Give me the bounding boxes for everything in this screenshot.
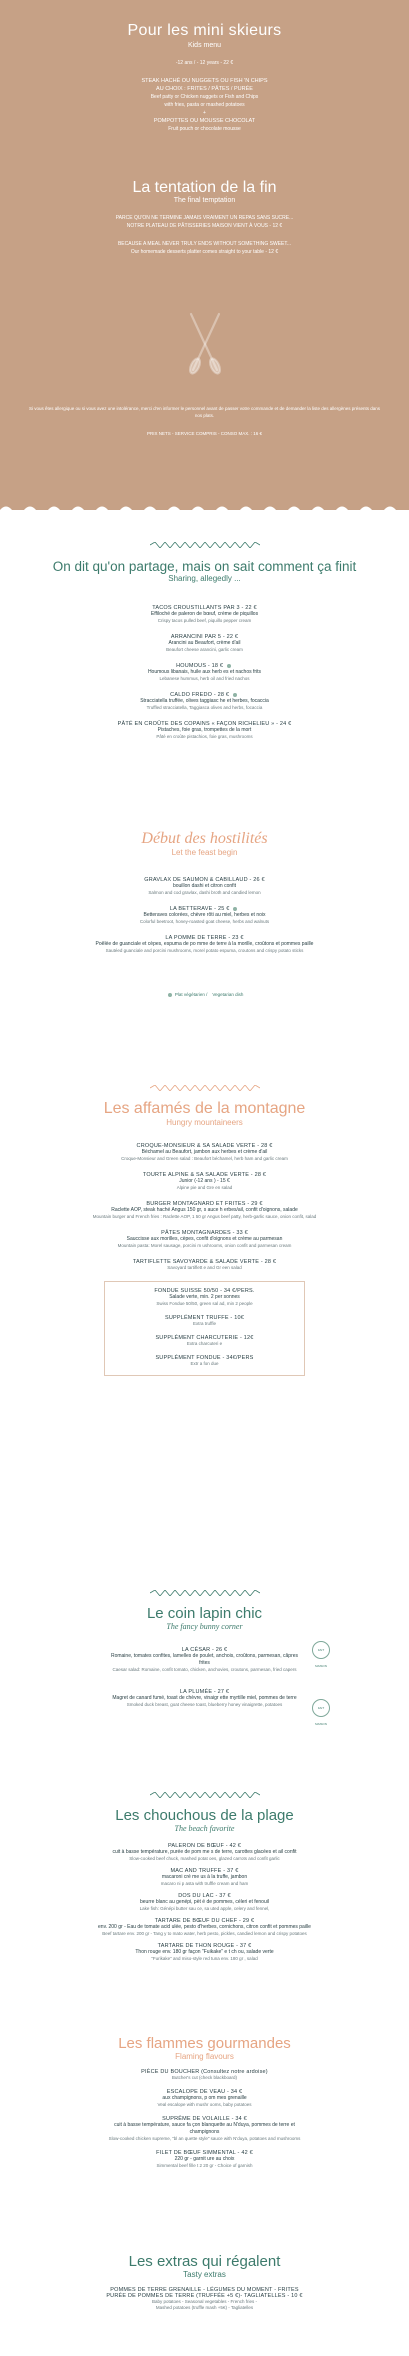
supplement-item: SUPPLÉMENT FONDUE - 34€/PERS Extr a fon due	[155, 1355, 254, 1366]
kids-line: STEAK HACHÉ OU NUGGETS OU FISH 'N CHIPS	[141, 78, 268, 84]
item-name: MAC AND TRUFFE - 37 €	[170, 1868, 239, 1874]
item-en: Butcher's cut (check blackboard)	[171, 2075, 238, 2080]
kids-line: Fruit pouch or chocolate mousse	[168, 126, 241, 132]
item-name: SUPRÊME DE VOLAILLE - 34 €	[162, 2116, 247, 2122]
vegetarian-icon	[233, 907, 237, 911]
menu-item	[0, 1230, 409, 1249]
flames-title: Les flammes gourmandes	[118, 2035, 291, 2052]
item-en: Salmon and cod gravlax, dashi broth and candied lemon	[148, 890, 261, 895]
starters-section	[0, 830, 409, 997]
zigzag-ornament	[150, 1792, 260, 1798]
beach-title: Les chouchous de la plage	[115, 1807, 294, 1824]
item-name: PÂTÉ EN CROÛTE DES COPAINS « FAÇON RICHELIEU » - 24 €	[117, 721, 292, 727]
sharing-section	[0, 535, 409, 740]
item-name: BURGER MONTAGNARD ET FRITES - 29 €	[146, 1201, 263, 1207]
item-en: Swiss Fondue 50/50, green sal ad, min 2 people	[156, 1301, 253, 1306]
homemade-badge: FAIT MAISON	[312, 1641, 330, 1659]
item-name: FONDUE SUISSE 50/50 - 34 €/PERS.	[154, 1288, 255, 1294]
menu-item	[0, 634, 409, 653]
extras-line: Baby potatoes - Seasonal vegetables - French fries -	[151, 2299, 258, 2304]
item-desc: Pistaches, foie gras, trompettes de la mort	[157, 727, 252, 733]
kids-line: POMPOTTES OU MOUSSE CHOCOLAT	[153, 118, 256, 124]
kids-line: AU CHOIX : FRITES / PÂTES / PURÉE	[156, 86, 253, 92]
kids-line: with fries, pasta or mashed potatoes	[164, 102, 245, 108]
item-name: LA CÉSAR - 26 €	[181, 1647, 228, 1653]
beach-subtitle: The beach favorite	[174, 1824, 235, 1833]
extras-line: POMMES DE TERRE GRENAILLE - LÉGUMES DU MOMENT - FRITES	[110, 2287, 299, 2293]
dessert-line: BECAUSE A MEAL NEVER TRULY ENDS WITHOUT SOMETHING SWEET...	[117, 241, 292, 247]
mountain-title: Les affamés de la montagne	[103, 1100, 306, 1117]
menu-item	[0, 877, 409, 896]
kids-dessert-panel	[0, 0, 409, 510]
item-name: DOS DU LAC - 37 €	[178, 1893, 231, 1899]
item-en: Crispy tacos pulled beef, piquillo pepper cream	[157, 618, 252, 623]
item-en: Beef tartare env. 200 gr - Tang y to mato water, herb pesto, pickles, candied lemon and crispy potatoes	[102, 1931, 307, 1936]
item-en: Mountain burger and French fries : Raclette AOP, 1 50 gr Angus beef patty, herb-garlic sauce, onion confit, salad	[92, 1214, 317, 1219]
dessert-line: Our homemade desserts platter comes straight to your table - 12 €	[130, 249, 279, 255]
item-desc: env. 200 gr - Eau de tomate acid ulée, pesto d'herbes, cornichons, citron confit et pommes paille	[98, 1924, 311, 1930]
item-desc: Betteraves colorées, chèvre rôti au miel, herbes et noix	[143, 912, 266, 918]
item-en: Beaufort cheese arancini, garlic cream	[166, 647, 243, 652]
menu-item	[0, 1893, 409, 1912]
crossed-oars-icon	[185, 308, 225, 378]
item-name: ESCALOPE DE VEAU - 34 €	[166, 2089, 243, 2095]
kids-title: Pour les mini skieurs	[127, 22, 282, 39]
menu-item	[0, 1843, 409, 1862]
vegetarian-icon	[168, 993, 172, 997]
mountain-subtitle: Hungry mountaineers	[166, 1118, 243, 1127]
extras-line: Mashed potatoes (truffle mash +5€) - Tagliatelles	[155, 2305, 254, 2310]
item-desc: aux champignons, p om mes grenaille	[162, 2095, 247, 2101]
item-name: LA PLUMÉE - 27 €	[179, 1689, 230, 1695]
menu-item	[0, 2150, 409, 2169]
item-name: HOUMOUS - 18 €	[176, 663, 224, 669]
allergen-note: Si vous êtes allergique ou si vous avez une intolérance, merci d'en informer le personnel avant de passer votre commande et de demander la liste des allergènes présents dans nos plats.	[28, 406, 381, 418]
item-en: Croque-Monsieur and Green salad : Beaufort béchamel, herb ham and garlic cream	[121, 1156, 288, 1161]
item-name: CALDO FREDO - 28 €	[170, 692, 230, 698]
menu-item	[0, 2089, 409, 2108]
menu-item	[0, 1259, 409, 1271]
item-name: PÂTES MONTAGNARDES - 33 €	[161, 1230, 248, 1236]
item-en: Pâté en croûte pistachios, foie gras, mushrooms	[156, 734, 253, 739]
item-desc: Béchamel au Beaufort, jambon aux herbes et crème d'ail	[141, 1149, 268, 1155]
item-en: Caesar salad: Romaine, confit tomato, chicken, anchovies, croutons, parmesan, fried capers	[112, 1667, 297, 1672]
flames-subtitle: Flaming flavours	[175, 2052, 234, 2061]
menu-item	[0, 721, 409, 740]
item-desc: beurre blanc au genépi, pèt é de pommes, céleri et fenouil	[140, 1899, 269, 1905]
item-name: TACOS CROUSTILLANTS PAR 3 - 22 €	[152, 605, 257, 611]
item-desc: Romaine, tomates confites, lamelles de poulet, anchois, croûtons, parmesan, câpres frites	[110, 1653, 299, 1666]
item-en: Colorful beetroot, honey-roasted goat cheese, herbs and walnuts	[139, 919, 270, 924]
dessert-title: La tentation de la fin	[132, 179, 277, 196]
menu-item	[0, 1172, 409, 1191]
menu-item	[110, 1689, 299, 1708]
item-name: ARRANCINI PAR 5 - 22 €	[170, 634, 239, 640]
extras-subtitle: Tasty extras	[183, 2270, 226, 2279]
dessert-subtitle: The final temptation	[173, 197, 236, 204]
item-name: TARTIFLETTE SAVOYARDE & SALADE VERTE - 28 €	[132, 1259, 277, 1265]
menu-item	[110, 1647, 299, 1673]
menu-item	[0, 1201, 409, 1220]
item-desc: Magret de canard fumé, toast de chèvre, vinaigr ette myrtille miel, pommes de terre	[112, 1695, 297, 1701]
item-desc: Arancini au Beaufort, crème d'ail	[168, 640, 241, 646]
sharing-subtitle: Sharing, allegedly ...	[168, 574, 241, 583]
menu-item	[0, 935, 409, 954]
menu-item	[0, 663, 409, 682]
item-name: PALERON DE BŒUF - 42 €	[167, 1843, 242, 1849]
item-name: TARTARE DE THON ROUGE - 37 €	[157, 1943, 252, 1949]
item-desc: Thon rouge env. 180 gr façon "Fuikake" e t ch ou, salade verte	[135, 1949, 274, 1955]
item-name: PIÈCE DU BOUCHER (Consultez notre ardoise)	[141, 2069, 268, 2075]
item-en: Slow-cooked beef chuck, mashed potat oes, glazed carrots and confit garlic	[129, 1856, 280, 1861]
menu-item	[0, 906, 409, 925]
item-en: Truffled stracciatella, Taggiasca olives and herbs, focaccia	[146, 705, 263, 710]
menu-item	[0, 605, 409, 624]
kids-line: -12 ans / - 12 years - 22 €	[175, 60, 234, 66]
vegetarian-legend: Plat végétarien / Vegetarian dish	[0, 992, 409, 997]
item-desc: Poêlée de guanciale et cèpes, espuma de po mme de terre à la morille, croûtons et pommes paille	[95, 941, 314, 947]
menu-item	[0, 1943, 409, 1962]
homemade-badge: FAIT MAISON	[312, 1699, 330, 1717]
vegetarian-icon	[233, 693, 237, 697]
chic-subtitle: The fancy bunny corner	[166, 1622, 243, 1631]
menu-item	[0, 1143, 409, 1162]
item-en: Alpine pie and Gre en salad	[176, 1185, 233, 1190]
extras-line: PURÉE DE POMMES DE TERRE (TRUFFÉE +5 €)- TAGLIATELLES - 10 €	[106, 2293, 303, 2299]
item-name: TOURTE ALPINE & SA SALADE VERTE - 28 €	[142, 1172, 267, 1178]
item-desc: Junior (-12 ans ) - 15 €	[179, 1178, 230, 1184]
vegetarian-icon	[227, 664, 231, 668]
wavy-divider	[0, 503, 409, 517]
item-en: "Furikake" and miso-style red tuna env. 180 gr , salad	[151, 1956, 258, 1961]
item-name: FILET DE BŒUF SIMMENTAL - 42 €	[156, 2150, 253, 2156]
item-desc: Salade verte, min. 2 per sonnes	[169, 1294, 240, 1300]
item-en: macaro ni p asta with truffle cream and ham	[160, 1881, 249, 1886]
item-desc: cuit à basse température, purée de pom me s de terre, carottes glacées et ail confit	[112, 1849, 297, 1855]
chic-section	[0, 1583, 409, 1726]
fondue-box	[104, 1281, 305, 1376]
extras-title: Les extras qui régalent	[128, 2253, 281, 2270]
starters-subtitle: Let the feast begin	[171, 848, 238, 857]
mountain-section	[0, 1078, 409, 1376]
item-en: Lebanese hummus, herb oil and fried nachos	[159, 676, 250, 681]
item-en: Smoked duck breast, goat cheese toast, blueberry honey vinaigrette, potatoes	[126, 1702, 283, 1707]
dessert-line: PARCE QU'ON NE TERMINE JAMAIS VRAIMENT UN REPAS SANS SUCRE...	[115, 215, 294, 221]
sharing-title: On dit qu'on partage, mais on sait comment ça finit	[52, 559, 357, 574]
dessert-line: NOTRE PLATEAU DE PÂTISSERIES MAISON VIENT À VOUS - 12 €	[126, 223, 283, 229]
item-en: Lake fish: Génépi butter sau ce, sa uted apple, celery and fennel,	[139, 1906, 270, 1911]
kids-line: Beef patty or Chicken nuggets or Fish and Chips	[150, 94, 259, 100]
item-en: Sautéed guanciale and porcini mushrooms, morel potato espuma, croutons and crispy potato sticks	[105, 948, 304, 953]
item-desc: 220 gr - garnit ure au choix	[174, 2156, 235, 2162]
item-name: TARTARE DE BŒUF DU CHEF - 29 €	[154, 1918, 255, 1924]
chic-title: Le coin lapin chic	[146, 1605, 263, 1622]
item-en: Mountain pasta: Morel sausage, porcini m ushrooms, onion confit and parmesan cream	[117, 1243, 292, 1248]
price-note: PRIX NETS - SERVICE COMPRIS - CONSO MAX. : 16 €	[147, 431, 262, 436]
kids-line: +	[203, 110, 206, 116]
item-desc: cuit à basse température, sauce fa çon blanquette au N'duya, pommes de terre et champignons	[114, 2122, 295, 2135]
menu-item	[0, 2069, 409, 2081]
zigzag-ornament	[150, 1085, 260, 1091]
beach-section	[0, 1785, 409, 1962]
zigzag-ornament	[150, 1590, 260, 1596]
item-desc: Houmous libanais, huile aux herb es et nachos frits	[147, 669, 262, 675]
item-en: Slow-cooked chicken supreme, "bl an quette style" sauce with N'duya, potatoes and mushrooms	[108, 2136, 301, 2141]
item-desc: Effiloché de paleron de bœuf, crème de piquillos	[150, 611, 259, 617]
flames-section	[0, 2035, 409, 2169]
item-desc: macaroni cré me us à la truffe, jambon	[161, 1874, 248, 1880]
item-en: Savoyard tartiflett e and Gr een salad	[167, 1265, 242, 1270]
extras-section	[0, 2253, 409, 2311]
zigzag-ornament	[150, 542, 260, 548]
menu-item	[0, 1868, 409, 1887]
kids-subtitle: Kids menu	[187, 42, 222, 49]
item-en: Simmental beef fille t 2 20 gr - Choice of garnish	[156, 2163, 253, 2168]
menu-item	[100, 2116, 309, 2142]
starters-title: Début des hostilités	[141, 830, 268, 847]
item-en: Veal escalope with mushr ooms, baby potatoes	[157, 2102, 252, 2107]
item-desc: Stracciatella truffée, olives taggiasc he et herbes, focaccia	[140, 698, 269, 704]
supplement-item: SUPPLÉMENT CHARCUTERIE - 12€ Extra charcuteri e	[155, 1335, 254, 1346]
menu-item	[0, 692, 409, 711]
item-name: LA POMME DE TERRE - 23 €	[165, 935, 244, 941]
item-desc: Sauccisse aux morilles, cèpes, confit d'oignons et crème au parmesan	[126, 1236, 283, 1242]
supplement-item: SUPPLÉMENT TRUFFE - 10€ Extra truffle	[165, 1315, 244, 1326]
item-desc: bouillon dashi et citron confit	[172, 883, 237, 889]
menu-item	[90, 1918, 319, 1937]
item-name: GRAVLAX DE SAUMON & CABILLAUD - 26 €	[144, 877, 265, 883]
item-name: LA BETTERAVE - 25 €	[169, 906, 230, 912]
item-name: CROQUE-MONSIEUR & SA SALADE VERTE - 28 €	[136, 1143, 273, 1149]
item-desc: Raclette AOP, steak haché Angus 150 gr, s auce h erbes/ail, confit d'oignons, salade	[111, 1207, 298, 1213]
